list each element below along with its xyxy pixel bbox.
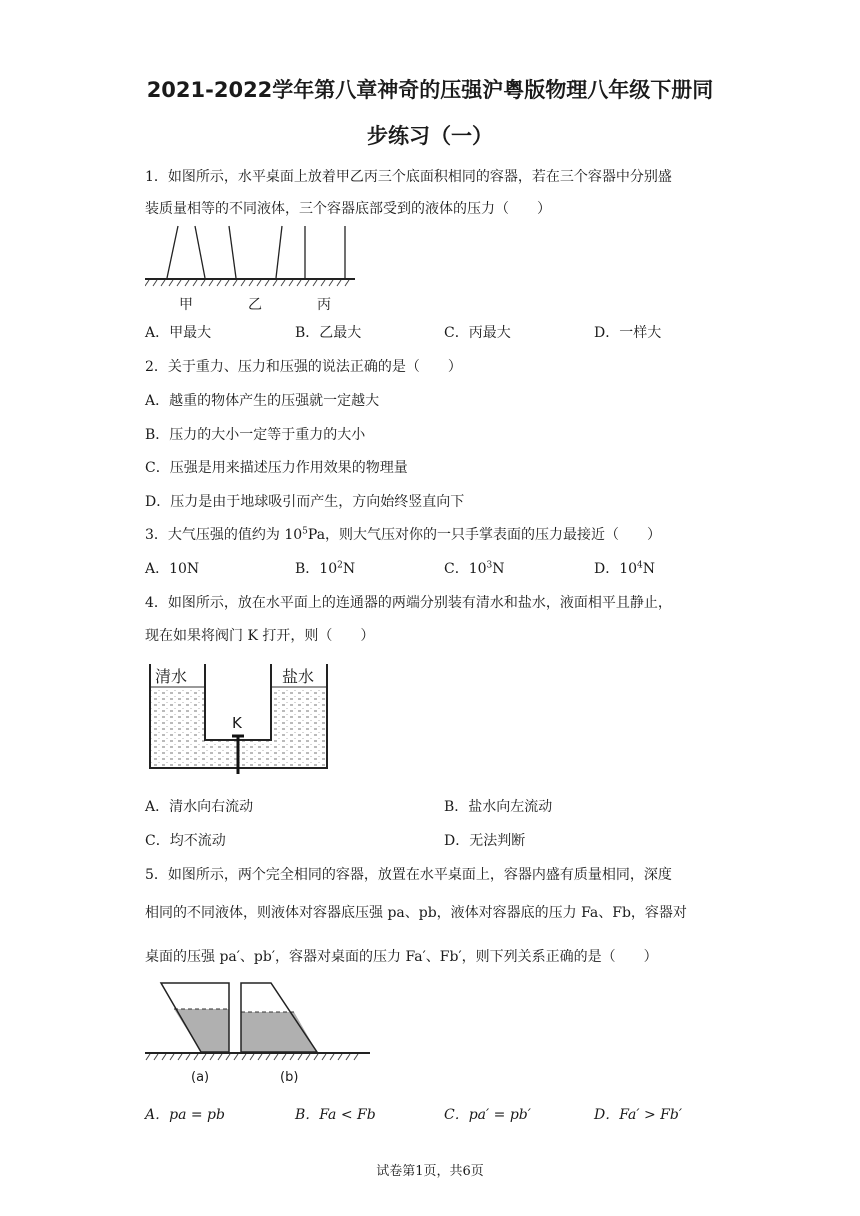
q5-figure bbox=[145, 980, 375, 1090]
q3-stem-exponent: 5 bbox=[302, 526, 308, 537]
q4-stem-line2: 现在如果将阀门 K 打开，则（ ） bbox=[145, 628, 375, 644]
q4-option-c[interactable]: C．均不流动 bbox=[145, 833, 226, 849]
q3-stem bbox=[145, 524, 661, 544]
q4-option-b[interactable]: B．盐水向左流动 bbox=[444, 799, 553, 815]
q3-option-b-base: B．10 bbox=[295, 561, 338, 577]
q4-stem-line1: 4．如图所示，放在水平面上的连通器的两端分别装有清水和盐水，液面相平且静止， bbox=[145, 595, 672, 611]
container-jia-right bbox=[195, 226, 205, 278]
q1-option-c[interactable]: C．丙最大 bbox=[444, 325, 511, 341]
q1-option-d[interactable]: D．一样大 bbox=[594, 325, 662, 341]
q3-option-c[interactable] bbox=[444, 558, 505, 578]
page-title-line1: 2021-2022学年第八章神奇的压强沪粤版物理八年级下册同 bbox=[146, 78, 714, 102]
q1-label-jia: 甲 bbox=[179, 297, 193, 313]
q4-option-a[interactable]: A．清水向右流动 bbox=[145, 799, 254, 815]
container-yi-left bbox=[229, 226, 236, 278]
q3-option-c-base: C．10 bbox=[444, 561, 487, 577]
q3-stem-part2: Pa，则大气压对你的一只手掌表面的压力最接近（ ） bbox=[307, 527, 662, 543]
q4-label-salt-water: 盐水 bbox=[282, 667, 315, 686]
q5-label-a: (a) bbox=[191, 1070, 210, 1085]
container-jia-left bbox=[167, 226, 178, 278]
page-footer: 试卷第1页，共6页 bbox=[376, 1164, 484, 1179]
q3-option-c-exp: 3 bbox=[486, 560, 493, 571]
q5-label-b: (b) bbox=[280, 1070, 299, 1085]
q4-valve-label: K bbox=[232, 714, 242, 732]
q4-label-fresh-water: 清水 bbox=[155, 667, 188, 686]
q2-stem: 2．关于重力、压力和压强的说法正确的是（ ） bbox=[145, 359, 462, 375]
q3-option-b[interactable] bbox=[295, 558, 355, 578]
q3-option-d-base: D．10 bbox=[594, 561, 638, 577]
q4-option-d[interactable]: D．无法判断 bbox=[444, 833, 526, 849]
q5-option-d[interactable]: D．Fa′ > Fb′ bbox=[594, 1107, 682, 1123]
q5-option-b[interactable]: B．Fa < Fb bbox=[295, 1107, 376, 1123]
q3-stem-part1: 3．大气压强的值约为 10 bbox=[145, 527, 303, 543]
q5-option-a[interactable]: A．pa = pb bbox=[145, 1107, 225, 1123]
q3-option-d[interactable] bbox=[594, 558, 655, 578]
q5-option-c[interactable]: C．pa′ = pb′ bbox=[444, 1107, 531, 1123]
q3-option-b-exp: 2 bbox=[337, 560, 343, 571]
q3-option-d-exp: 4 bbox=[637, 560, 643, 571]
q1-label-bing: 丙 bbox=[317, 297, 331, 313]
q3-option-c-unit: N bbox=[492, 561, 505, 577]
q2-option-d[interactable]: D．压力是由于地球吸引而产生，方向始终竖直向下 bbox=[145, 494, 465, 510]
q5-stem-line3: 桌面的压强 pa′、pb′，容器对桌面的压力 Fa′、Fb′，则下列关系正确的是（ ） bbox=[145, 949, 658, 965]
page-title-line2: 步练习（一） bbox=[367, 124, 493, 148]
q1-label-yi: 乙 bbox=[248, 297, 262, 313]
q1-option-a[interactable]: A．甲最大 bbox=[145, 325, 212, 341]
q2-option-c[interactable]: C．压强是用来描述压力作用效果的物理量 bbox=[145, 460, 408, 476]
container-yi-right bbox=[276, 226, 282, 278]
q3-option-a[interactable]: A．10N bbox=[145, 561, 200, 577]
container-b-liquid bbox=[241, 1012, 317, 1052]
q1-option-b[interactable]: B．乙最大 bbox=[295, 325, 362, 341]
container-a-liquid bbox=[174, 1009, 229, 1052]
q5-stem-line1: 5．如图所示，两个完全相同的容器，放置在水平桌面上，容器内盛有质量相同，深度 bbox=[145, 867, 672, 883]
q1-stem-line1: 1．如图所示，水平桌面上放着甲乙丙三个底面积相同的容器，若在三个容器中分别盛 bbox=[145, 169, 672, 185]
q1-stem-line2: 装质量相等的不同液体，三个容器底部受到的液体的压力（ ） bbox=[145, 201, 551, 217]
q3-option-b-unit: N bbox=[342, 561, 356, 577]
q5-stem-line2: 相同的不同液体，则液体对容器底压强 pa、pb，液体对容器底的压力 Fa、Fb，容器对 bbox=[145, 905, 687, 921]
q2-option-a[interactable]: A．越重的物体产生的压强就一定越大 bbox=[145, 393, 380, 409]
q2-option-b[interactable]: B．压力的大小一定等于重力的大小 bbox=[145, 427, 366, 443]
q3-option-d-unit: N bbox=[642, 561, 656, 577]
